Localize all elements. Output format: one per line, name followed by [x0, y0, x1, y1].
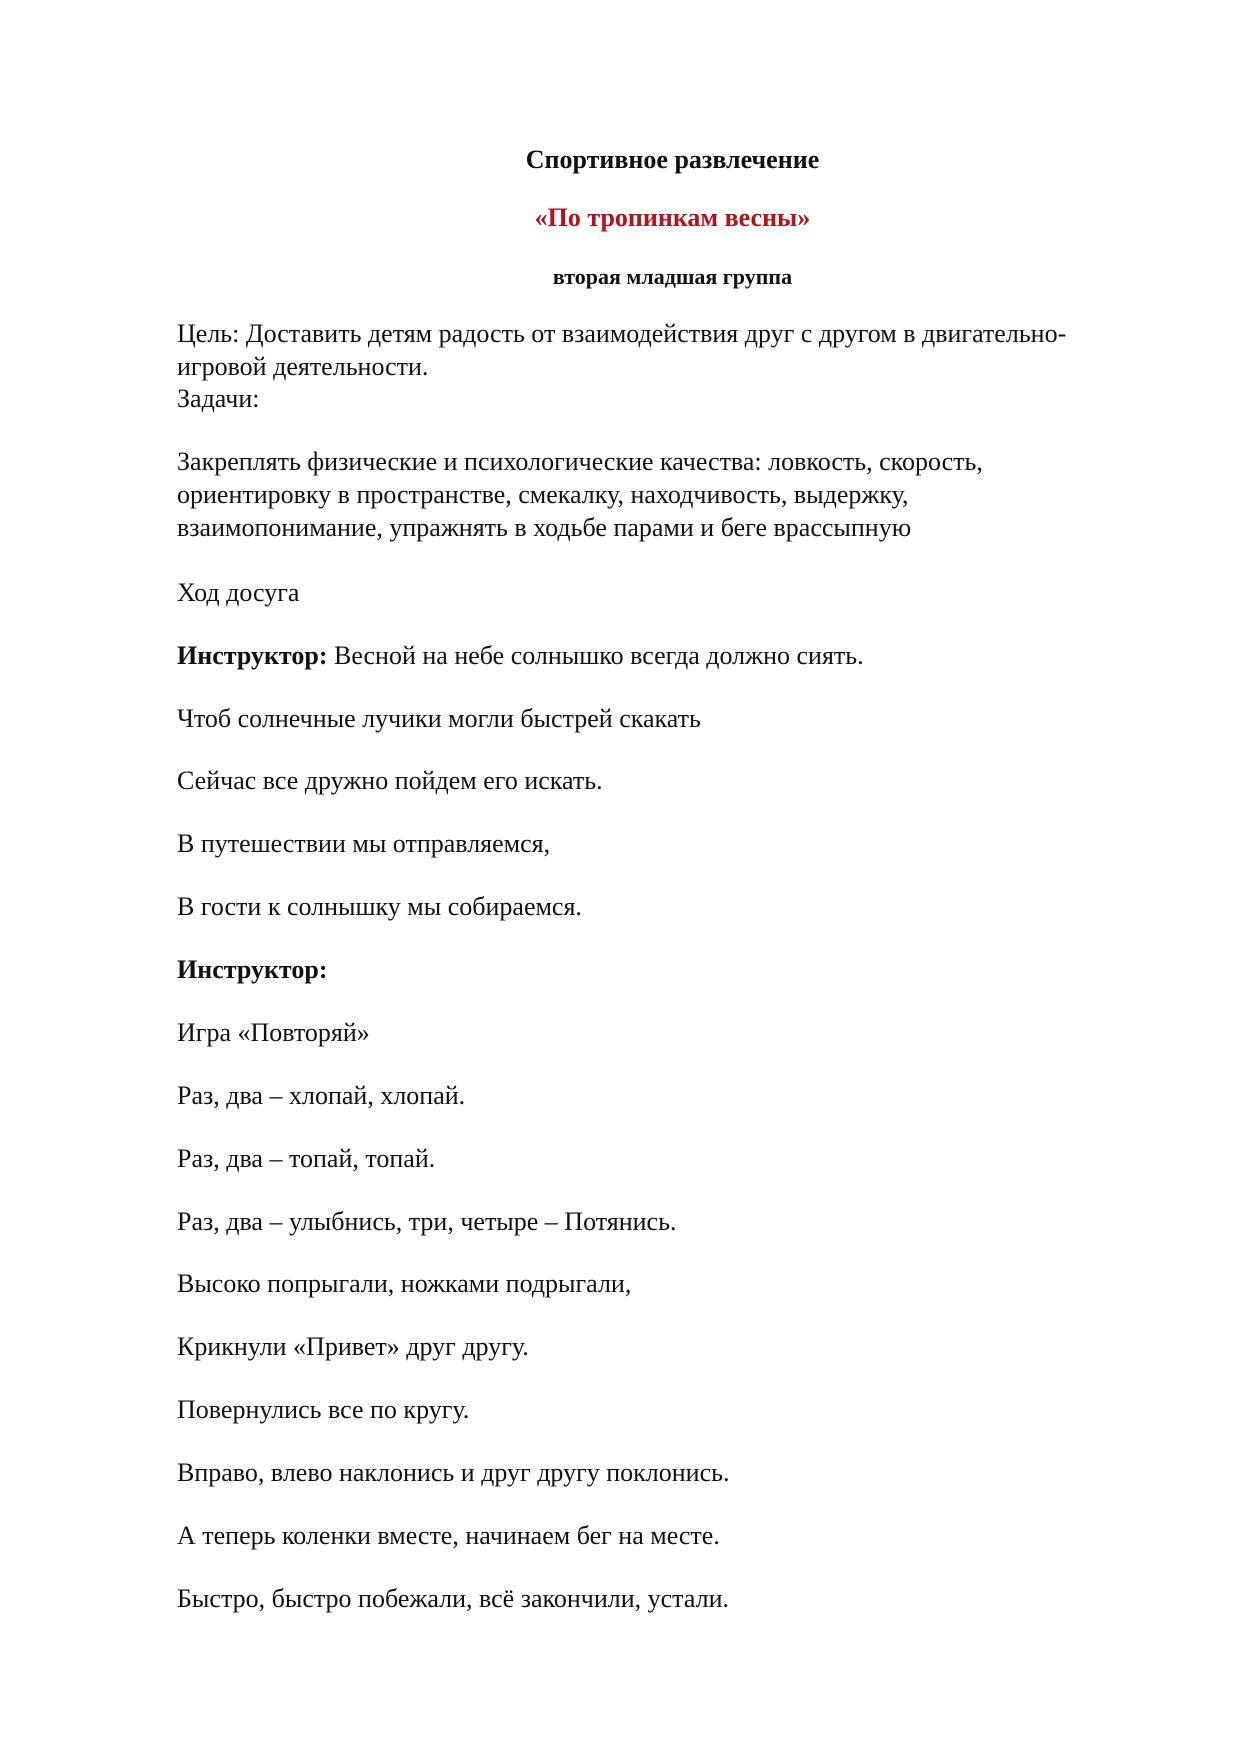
game-title: Игра «Повторяй»: [177, 1018, 370, 1047]
goal-paragraph: Цель: Доставить детям радость от взаимодействия друг с другом в двигательно-игровой деятельности.: [177, 319, 1067, 381]
game-line: Раз, два – топай, топай.: [177, 1144, 436, 1173]
tasks-paragraph: Закреплять физические и психологические качества: ловкость, скорость, ориентировку в пространстве, смекалку, находчивость, выдержку, взаимопонимание, упражнять в ходьбе парами и беге врассыпную: [177, 447, 983, 542]
course-heading: Ход досуга: [177, 578, 300, 607]
group-label: вторая младшая группа: [552, 264, 793, 289]
speaker-label: Инструктор:: [177, 641, 328, 670]
document-title: Спортивное развлечение: [525, 145, 820, 174]
game-line: Вправо, влево наклонись и друг другу поклонись.: [177, 1458, 730, 1487]
document-subtitle: «По тропинкам весны»: [534, 203, 811, 232]
dialogue-line-4: В путешествии мы отправляемся,: [177, 829, 551, 858]
dialogue-line-1: [177, 639, 1107, 672]
game-line: Высоко попрыгали, ножками подрыгали,: [177, 1269, 632, 1298]
game-line: Быстро, быстро побежали, всё закончили, устали.: [177, 1584, 729, 1613]
game-line: А теперь коленки вместе, начинаем бег на месте.: [177, 1521, 720, 1550]
dialogue-line-2: Чтоб солнечные лучики могли быстрей скакать: [177, 704, 701, 733]
game-line: Раз, два – улыбнись, три, четыре – Потянись.: [177, 1207, 677, 1236]
game-line: Раз, два – хлопай, хлопай.: [177, 1081, 466, 1110]
dialogue-line-5: В гости к солнышку мы собираемся.: [177, 892, 582, 921]
dialogue-line-3: Сейчас все дружно пойдем его искать.: [177, 766, 603, 795]
speaker-label-2: Инструктор:: [177, 955, 328, 984]
game-line: Повернулись все по кругу.: [177, 1395, 470, 1424]
tasks-label: Задачи:: [177, 384, 260, 413]
dialogue-text: Весной на небе солнышко всегда должно сиять.: [327, 641, 864, 670]
game-line: Крикнули «Привет» друг другу.: [177, 1332, 529, 1361]
